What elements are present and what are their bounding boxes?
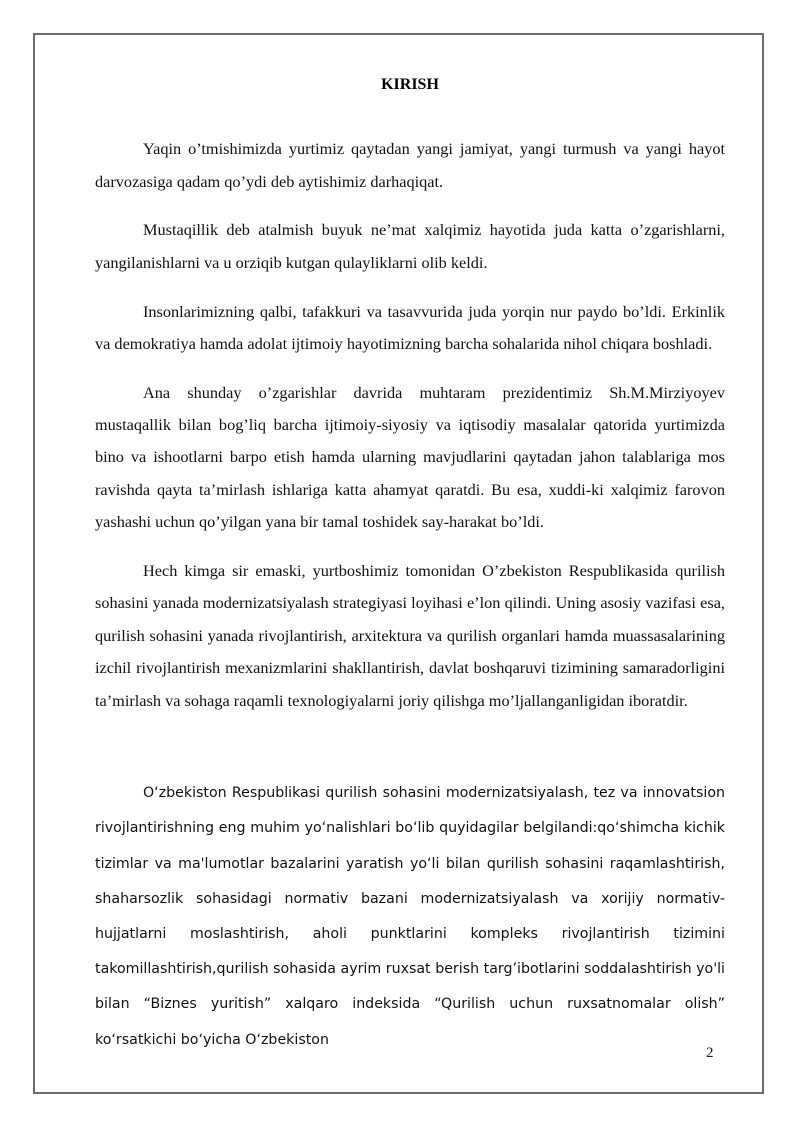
page-number: 2 bbox=[706, 1045, 714, 1061]
paragraph: Hech kimga sir emaski, yurtboshimiz tomonidan O’zbekiston Respublikasida qurilish sohasini yanada modernizatsiyalash strategiyasi loyihasi e’lon qilindi. Uning asosiy vazifasi esa, qurilish sohasini yanada rivojlantirish, arxitektura va qurilish organlari hamda muassasalarining izchil rivojlantirish mexanizmlarini shakllantirish, davlat boshqaruvi tizimining samaradorligini ta’mirlash va sohaga raqamli texnologiyalarni joriy qilishga mo’ljallanganligidan iboratdir. bbox=[95, 560, 725, 710]
paragraph: Insonlarimizning qalbi, tafakkuri va tasavvurida juda yorqin nur paydo bo’ldi. Erkinlik va demokratiya hamda adolat ijtimoiy hayotimizning barcha sohalarida nihol chiqara boshladi. bbox=[95, 301, 725, 353]
document-body bbox=[95, 117, 725, 733]
paragraph: Yaqin o’tmishimizda yurtimiz qaytadan yangi jamiyat, yangi turmush va yangi hayot darvozasiga qadam qo’ydi deb aytishimiz darhaqiqat. bbox=[95, 139, 725, 191]
paragraph: Mustaqillik deb atalmish buyuk ne’mat xalqimiz hayotida juda katta o’zgarishlarni, yangilanishlarni va u orziqib kutgan qulayliklarni olib keldi. bbox=[95, 220, 725, 272]
paragraph: Ana shunday o’zgarishlar davrida muhtaram prezidentimiz Sh.M.Mirziyoyev mustaqallik bilan bog’liq barcha ijtimoiy-siyosiy va iqtisodiy masalalar qatorida yurtimizda bino va ishootlarni barpo etish hamda ularning mavjudlarini qaytadan jahon talablariga mos ravishda qayta ta’mirlash ishlariga katta ahamyat qaratdi. Bu esa, xuddi-ki xalqimiz farovon yashashi uchun qo’yilgan yana bir tamal toshidek say-harakat bo’ldi. bbox=[95, 382, 725, 532]
paragraph: O‘zbekiston Respublikasi qurilish sohasini modernizatsiyalash, tez va innovatsion rivojlantirishning eng muhim yo‘nalishlari bo‘lib quyidagilar belgilandi:qo‘shimcha kichik tizimlar va ma'lumotlar bazalarini yaratish yo‘li bilan qurilish sohasini raqamlashtirish, shaharsozlik sohasidagi normativ bazani modernizatsiyalash va xorijiy normativ-hujjatlarni moslashtirish, aholi punktlarini kompleks rivojlantirish tizimini takomillashtirish,qurilish sohasida ayrim ruxsat berish targ’ibotlarini soddalashtirish yo'li bilan “Biznes yuritish” xalqaro indeksida “Qurilish uchun ruxsatnomalar olish” ko‘rsatkichi bo‘yicha O‘zbekiston bbox=[95, 785, 725, 1048]
document-body-continued bbox=[95, 762, 725, 1072]
page-title: KIRISH bbox=[381, 76, 439, 93]
